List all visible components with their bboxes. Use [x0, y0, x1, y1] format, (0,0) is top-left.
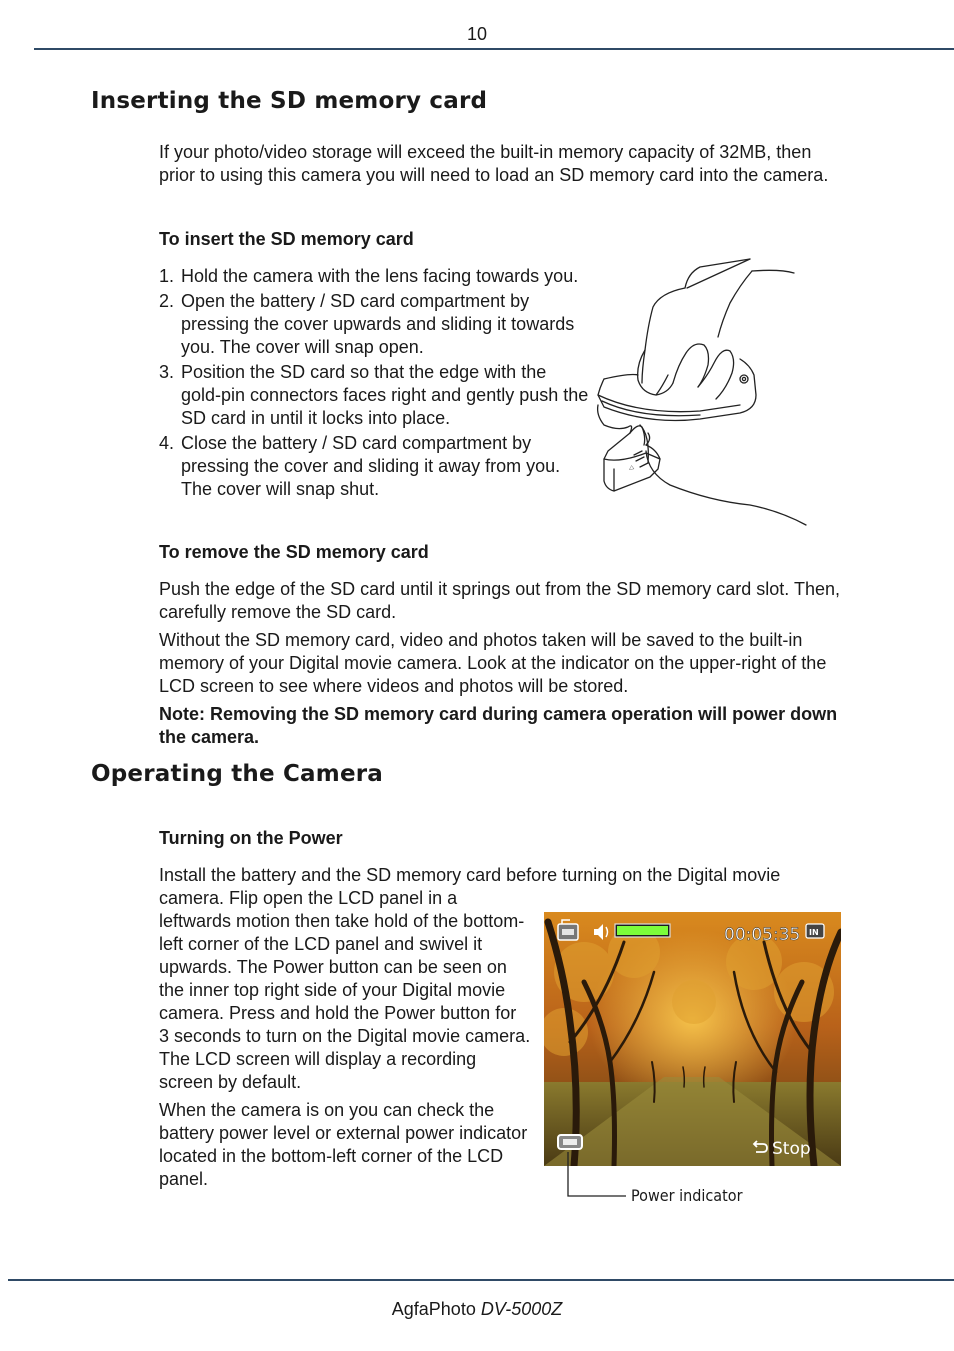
step-text: Open the battery / SD card compartment by pressing the cover upwards and sliding it towards you. The cover will snap open. — [181, 291, 575, 357]
intro-text: If your photo/video storage will exceed the built-in memory capacity of 32MB, then prior to using this camera you will need to load an SD memory card into the camera. — [159, 142, 829, 185]
list-item — [159, 265, 589, 288]
intro-paragraph — [159, 141, 841, 187]
section-title-operating: Operating the Camera — [91, 761, 384, 787]
step-number: 4. — [159, 433, 175, 453]
power-paragraph-line1 — [159, 864, 859, 887]
footer-model: DV-5000Z — [480, 1299, 563, 1319]
battery-level-fill — [617, 926, 668, 935]
power-text-1a: Install the battery and the SD memory card before turning on the Digital movie — [159, 865, 781, 885]
footer — [0, 1299, 954, 1320]
power-text-1b: camera. Flip open the LCD panel in a leftwards motion then take hold of the bottom-left corner of the LCD panel and swivel it upwards. The Power button can be seen on the inner top right side of your Digital movie camera. Press and hold the Power button for 3 seconds to turn on the Digital movie camera. The LCD screen will display a recording screen by default. — [159, 888, 531, 1092]
power-indicator-callout: Power indicator — [631, 1186, 743, 1205]
list-item — [159, 432, 589, 501]
header-rule — [34, 48, 954, 50]
power-indicator-callout-line — [560, 1150, 630, 1200]
step-number: 3. — [159, 362, 175, 382]
insert-heading: To insert the SD memory card — [159, 229, 414, 249]
footer-brand: AgfaPhoto — [391, 1299, 476, 1319]
power-paragraph-body — [159, 887, 531, 1191]
step-number: 2. — [159, 291, 175, 311]
section-title-inserting: Inserting the SD memory card — [91, 88, 488, 114]
remove-heading: To remove the SD memory card — [159, 542, 429, 562]
remove-text-1: Push the edge of the SD card until it springs out from the SD memory card slot. Then, carefully remove the SD card. — [159, 579, 840, 622]
memory-badge-text: IN — [809, 928, 819, 937]
recording-timer: 00:05:35 — [724, 925, 801, 945]
page-number: 10 — [466, 24, 488, 44]
lcd-scene — [544, 912, 841, 1166]
cover-engraving: ◁ — [627, 464, 635, 473]
sd-card-insertion-illustration — [590, 255, 815, 530]
list-item — [159, 290, 589, 359]
internal-memory-badge — [806, 924, 824, 938]
power-indicator-icon — [558, 1135, 582, 1149]
insert-steps-list — [159, 265, 589, 503]
lcd-screen-image — [544, 912, 841, 1166]
list-item — [159, 361, 589, 430]
remove-text-2: Without the SD memory card, video and photos taken will be saved to the built-in memory of your Digital movie camera. Look at the indicator on the upper-right of the LCD screen to see where videos and photos will be stored. — [159, 630, 827, 696]
battery-bar — [615, 924, 670, 937]
stop-label: Stop — [772, 1139, 811, 1159]
step-text: Close the battery / SD card compartment by pressing the cover and sliding it away from you. The cover will snap shut. — [181, 433, 561, 499]
step-text: Hold the camera with the lens facing towards you. — [181, 266, 579, 286]
note-text: Note: Removing the SD memory card during camera operation will power down the camera. — [159, 704, 838, 747]
power-text-2: When the camera is on you can check the battery power level or external power indicator located in the bottom-left corner of the LCD panel. — [159, 1100, 528, 1189]
power-heading: Turning on the Power — [159, 828, 343, 848]
footer-rule — [8, 1279, 954, 1281]
step-text: Position the SD card so that the edge with the gold-pin connectors faces right and gently push the SD card in until it locks into place. — [181, 362, 589, 428]
step-number: 1. — [159, 266, 175, 286]
remove-paragraphs — [159, 578, 841, 749]
